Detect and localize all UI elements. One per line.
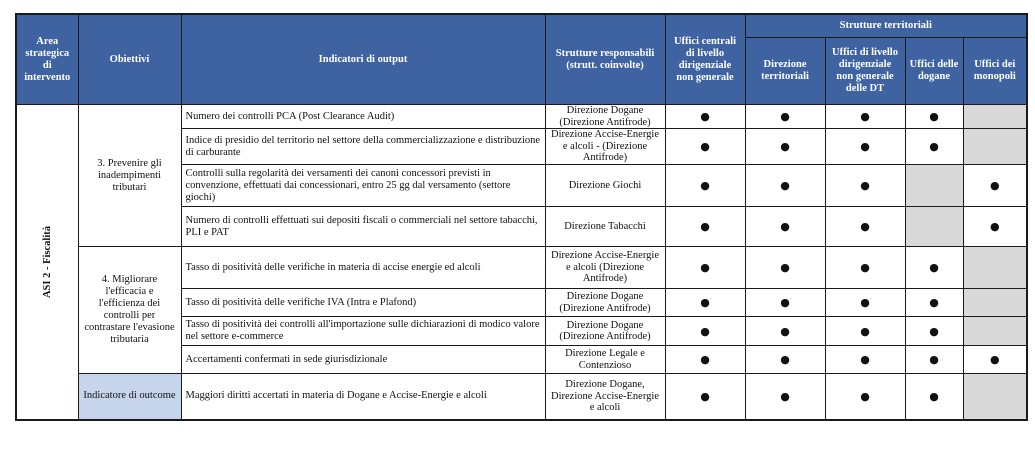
header-strutture-territoriali: Strutture territoriali: [745, 14, 1027, 38]
indicator-cell: Indice di presidio del territorio nel settore della commercializzazione e distribuzione di carburante: [181, 129, 545, 165]
bullet-icon: ●: [700, 389, 710, 403]
mark-cell: [905, 289, 963, 317]
mark-cell: [745, 346, 825, 374]
performance-table: [15, 13, 1028, 421]
mark-cell: [825, 129, 905, 165]
bullet-icon: ●: [860, 220, 870, 233]
table-row: [16, 374, 1027, 420]
empty-gray-cell: [963, 129, 1027, 165]
indicator-cell: Numero dei controlli PCA (Post Clearance Audit): [181, 105, 545, 129]
table-row: [16, 247, 1027, 289]
bullet-icon: ●: [929, 389, 939, 403]
empty-gray-cell: [905, 207, 963, 247]
empty-gray-cell: [963, 317, 1027, 346]
bullet-icon: ●: [860, 296, 870, 309]
mark-cell: [745, 105, 825, 129]
mark-cell: [745, 129, 825, 165]
mark-cell: [905, 374, 963, 420]
bullet-icon: ●: [929, 324, 939, 338]
mark-cell: [665, 317, 745, 346]
indicator-cell: Tasso di positività delle verifiche IVA (Intra e Plafond): [181, 289, 545, 317]
bullet-icon: ●: [929, 261, 939, 274]
mark-cell: [825, 207, 905, 247]
bullet-icon: ●: [700, 179, 710, 192]
bullet-icon: ●: [780, 261, 790, 274]
bullet-icon: ●: [700, 220, 710, 233]
header-direzione-territoriali: Direzione territoriali: [745, 38, 825, 105]
area-label: ASI 2 - Fiscalità: [41, 225, 53, 298]
bullet-icon: ●: [860, 179, 870, 192]
mark-cell: [745, 207, 825, 247]
mark-cell: [825, 247, 905, 289]
bullet-icon: ●: [780, 324, 790, 338]
header-strutture-responsabili: Strutture responsabili (strutt. coinvolte): [545, 14, 665, 105]
mark-cell: [665, 346, 745, 374]
bullet-icon: ●: [929, 353, 939, 366]
empty-gray-cell: [963, 374, 1027, 420]
mark-cell: [745, 289, 825, 317]
mark-cell: [905, 105, 963, 129]
area-cell: [16, 105, 78, 420]
mark-cell: [963, 346, 1027, 374]
mark-cell: [905, 247, 963, 289]
bullet-icon: ●: [780, 110, 790, 123]
struttura-cell: Direzione Legale e Contenzioso: [545, 346, 665, 374]
bullet-icon: ●: [860, 110, 870, 123]
empty-gray-cell: [963, 105, 1027, 129]
mark-cell: [665, 105, 745, 129]
mark-cell: [745, 317, 825, 346]
struttura-cell: Direzione Dogane, Direzione Accise-Energie e alcoli: [545, 374, 665, 420]
mark-cell: [905, 129, 963, 165]
bullet-icon: ●: [780, 179, 790, 192]
bullet-icon: ●: [780, 389, 790, 403]
header-indicatori: Indicatori di output: [181, 14, 545, 105]
objective-4: 4. Migliorare l'efficacia e l'efficienza dei controlli per contrastare l'evasione tributaria: [78, 247, 181, 374]
mark-cell: [745, 374, 825, 420]
bullet-icon: ●: [700, 324, 710, 338]
bullet-icon: ●: [860, 389, 870, 403]
bullet-icon: ●: [860, 140, 870, 153]
indicator-cell: Numero di controlli effettuati sui depositi fiscali o commerciali nel settore tabacchi, PLI e PAT: [181, 207, 545, 247]
header-uffici-dogane: Uffici delle dogane: [905, 38, 963, 105]
struttura-cell: Direzione Accise-Energie e alcoli - (Direzione Antifrode): [545, 129, 665, 165]
empty-gray-cell: [963, 247, 1027, 289]
header-uffici-monopoli: Uffici dei monopoli: [963, 38, 1027, 105]
mark-cell: [745, 165, 825, 207]
struttura-cell: Direzione Giochi: [545, 165, 665, 207]
bullet-icon: ●: [700, 296, 710, 309]
bullet-icon: ●: [780, 140, 790, 153]
indicator-cell: Accertamenti confermati in sede giurisdizionale: [181, 346, 545, 374]
bullet-icon: ●: [860, 353, 870, 366]
header-uffici-livello-dt: Uffici di livello dirigenziale non generale delle DT: [825, 38, 905, 105]
objective-3: 3. Prevenire gli inadempimenti tributari: [78, 105, 181, 247]
bullet-icon: ●: [780, 296, 790, 309]
bullet-icon: ●: [700, 353, 710, 366]
mark-cell: [825, 105, 905, 129]
bullet-icon: ●: [700, 110, 710, 123]
mark-cell: [963, 165, 1027, 207]
empty-gray-cell: [963, 289, 1027, 317]
indicator-cell: Controlli sulla regolarità dei versamenti dei canoni concessori previsti in convenzione, effettuati dai concessionari, entro 25 gg dal versamento (settore giochi): [181, 165, 545, 207]
mark-cell: [665, 374, 745, 420]
mark-cell: [825, 289, 905, 317]
mark-cell: [745, 247, 825, 289]
bullet-icon: ●: [929, 110, 939, 123]
mark-cell: [905, 317, 963, 346]
mark-cell: [825, 346, 905, 374]
mark-cell: [665, 207, 745, 247]
bullet-icon: ●: [989, 353, 1000, 366]
indicator-cell: Tasso di positività dei controlli all'importazione sulle dichiarazioni di modico valore nel settore e-commerce: [181, 317, 545, 346]
empty-gray-cell: [905, 165, 963, 207]
indicator-cell: Maggiori diritti accertati in materia di Dogane e Accise-Energie e alcoli: [181, 374, 545, 420]
objective-outcome: Indicatore di outcome: [78, 374, 181, 420]
mark-cell: [665, 129, 745, 165]
bullet-icon: ●: [860, 261, 870, 274]
mark-cell: [665, 165, 745, 207]
bullet-icon: ●: [989, 220, 1000, 233]
header-uffici-centrali: Uffici centrali di livello dirigenziale non generale: [665, 14, 745, 105]
mark-cell: [665, 289, 745, 317]
mark-cell: [963, 207, 1027, 247]
mark-cell: [825, 165, 905, 207]
mark-cell: [905, 346, 963, 374]
header-obiettivi: Obiettivi: [78, 14, 181, 105]
bullet-icon: ●: [860, 324, 870, 338]
bullet-icon: ●: [929, 140, 939, 153]
header-area: Area strategica di intervento: [16, 14, 78, 105]
mark-cell: [665, 247, 745, 289]
mark-cell: [825, 374, 905, 420]
struttura-cell: Direzione Dogane (Direzione Antifrode): [545, 105, 665, 129]
struttura-cell: Direzione Dogane (Direzione Antifrode): [545, 317, 665, 346]
struttura-cell: Direzione Accise-Energie e alcoli (Direzione Antifrode): [545, 247, 665, 289]
bullet-icon: ●: [700, 140, 710, 153]
struttura-cell: Direzione Dogane (Direzione Antifrode): [545, 289, 665, 317]
indicator-cell: Tasso di positività delle verifiche in materia di accise energie ed alcoli: [181, 247, 545, 289]
bullet-icon: ●: [929, 296, 939, 309]
bullet-icon: ●: [989, 179, 1000, 192]
bullet-icon: ●: [780, 220, 790, 233]
bullet-icon: ●: [780, 353, 790, 366]
table-row: [16, 105, 1027, 129]
bullet-icon: ●: [700, 261, 710, 274]
struttura-cell: Direzione Tabacchi: [545, 207, 665, 247]
mark-cell: [825, 317, 905, 346]
